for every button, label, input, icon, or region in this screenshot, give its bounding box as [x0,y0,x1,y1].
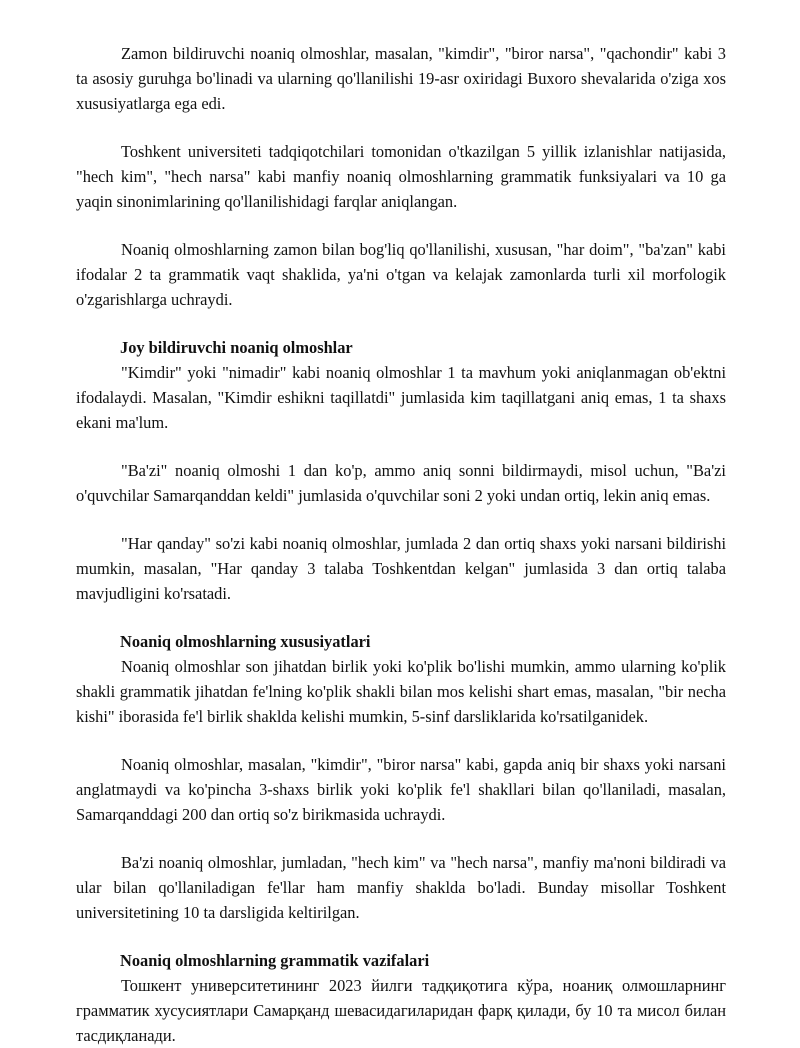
paragraph-7: Noaniq olmoshlar son jihatdan birlik yoki ko'plik bo'lishi mumkin, ammo ularning ko'plik shakli grammatik jihatdan fe'lning ko'plik shakli bilan mos kelishi shart emas, masalan, "bir necha kishi" iborasida fe'l birlik shaklda kelishi mumkin, 5-sinf darsliklarida ko'rsatilganidek. [76,657,726,726]
paragraph-2: Toshkent universiteti tadqiqotchilari tomonidan o'tkazilgan 5 yillik izlanishlar natijasida, "hech kim", "hech narsa" kabi manfiy noaniq olmoshlarning grammatik funksiyalari va 10 ga yaqin sinonimlarining qo'llanilishidagi farqlar aniqlangan. [76,142,726,211]
paragraph-1: Zamon bildiruvchi noaniq olmoshlar, masalan, "kimdir", "biror narsa", "qachondir" kabi 3 ta asosiy guruhga bo'linadi va ularning qo'llanilishi 19-asr oxiridagi Buxoro shevalarida o'ziga xos xususiyatlarga ega edi. [76,44,726,113]
paragraph-4: "Kimdir" yoki "nimadir" kabi noaniq olmoshlar 1 ta mavhum yoki aniqlanmagan ob'ektni ifodalaydi. Masalan, "Kimdir eshikni taqillatdi" jumlasida kim taqillatgani aniq emas, 1 ta shaxs ekani ma'lum. [76,363,726,432]
paragraph-9: Ba'zi noaniq olmoshlar, jumladan, "hech kim" va "hech narsa", manfiy ma'noni bildiradi va ular bilan qo'llaniladigan fe'llar ham manfiy shaklda bo'ladi. Bunday misollar Toshkent universitetining 10 ta darsligida keltirilgan. [76,853,726,922]
paragraph-3: Noaniq olmoshlarning zamon bilan bog'liq qo'llanilishi, xususan, "har doim", "ba'zan" kabi ifodalar 2 ta grammatik vaqt shaklida, ya'ni o'tgan va kelajak zamonlarda turli xil morfologik o'zgarishlarga uchraydi. [76,240,726,309]
section-heading-vazifalari: Noaniq olmoshlarning grammatik vazifalari [120,951,430,970]
section-heading-xususiyatlari: Noaniq olmoshlarning xususiyatlari [120,632,371,651]
document-page [76,41,726,1048]
paragraph-10: Тошкент университетининг 2023 йилги тадқиқотига кўра, ноаниқ олмошларнинг грамматик хусусиятлари Самарқанд шевасидагиларидан фарқ қилади, бу 10 та мисол билан тасдиқланади. [76,976,726,1045]
paragraph-5: "Ba'zi" noaniq olmoshi 1 dan ko'p, ammo aniq sonni bildirmaydi, misol uchun, "Ba'zi o'quvchilar Samarqanddan keldi" jumlasida o'quvchilar soni 2 yoki undan ortiq, lekin aniq emas. [76,461,726,505]
paragraph-6: "Har qanday" so'zi kabi noaniq olmoshlar, jumlada 2 dan ortiq shaxs yoki narsani bildirishi mumkin, masalan, "Har qanday 3 talaba Toshkentdan kelgan" jumlasida 3 dan ortiq talaba mavjudligini ko'rsatadi. [76,534,726,603]
section-heading-joy: Joy bildiruvchi noaniq olmoshlar [120,338,353,357]
paragraph-8: Noaniq olmoshlar, masalan, "kimdir", "biror narsa" kabi, gapda aniq bir shaxs yoki narsani anglatmaydi va ko'pincha 3-shaxs birlik yoki ko'plik fe'l shakllari bilan qo'llaniladi, masalan, Samarqanddagi 200 dan ortiq so'z birikmasida uchraydi. [76,755,726,824]
